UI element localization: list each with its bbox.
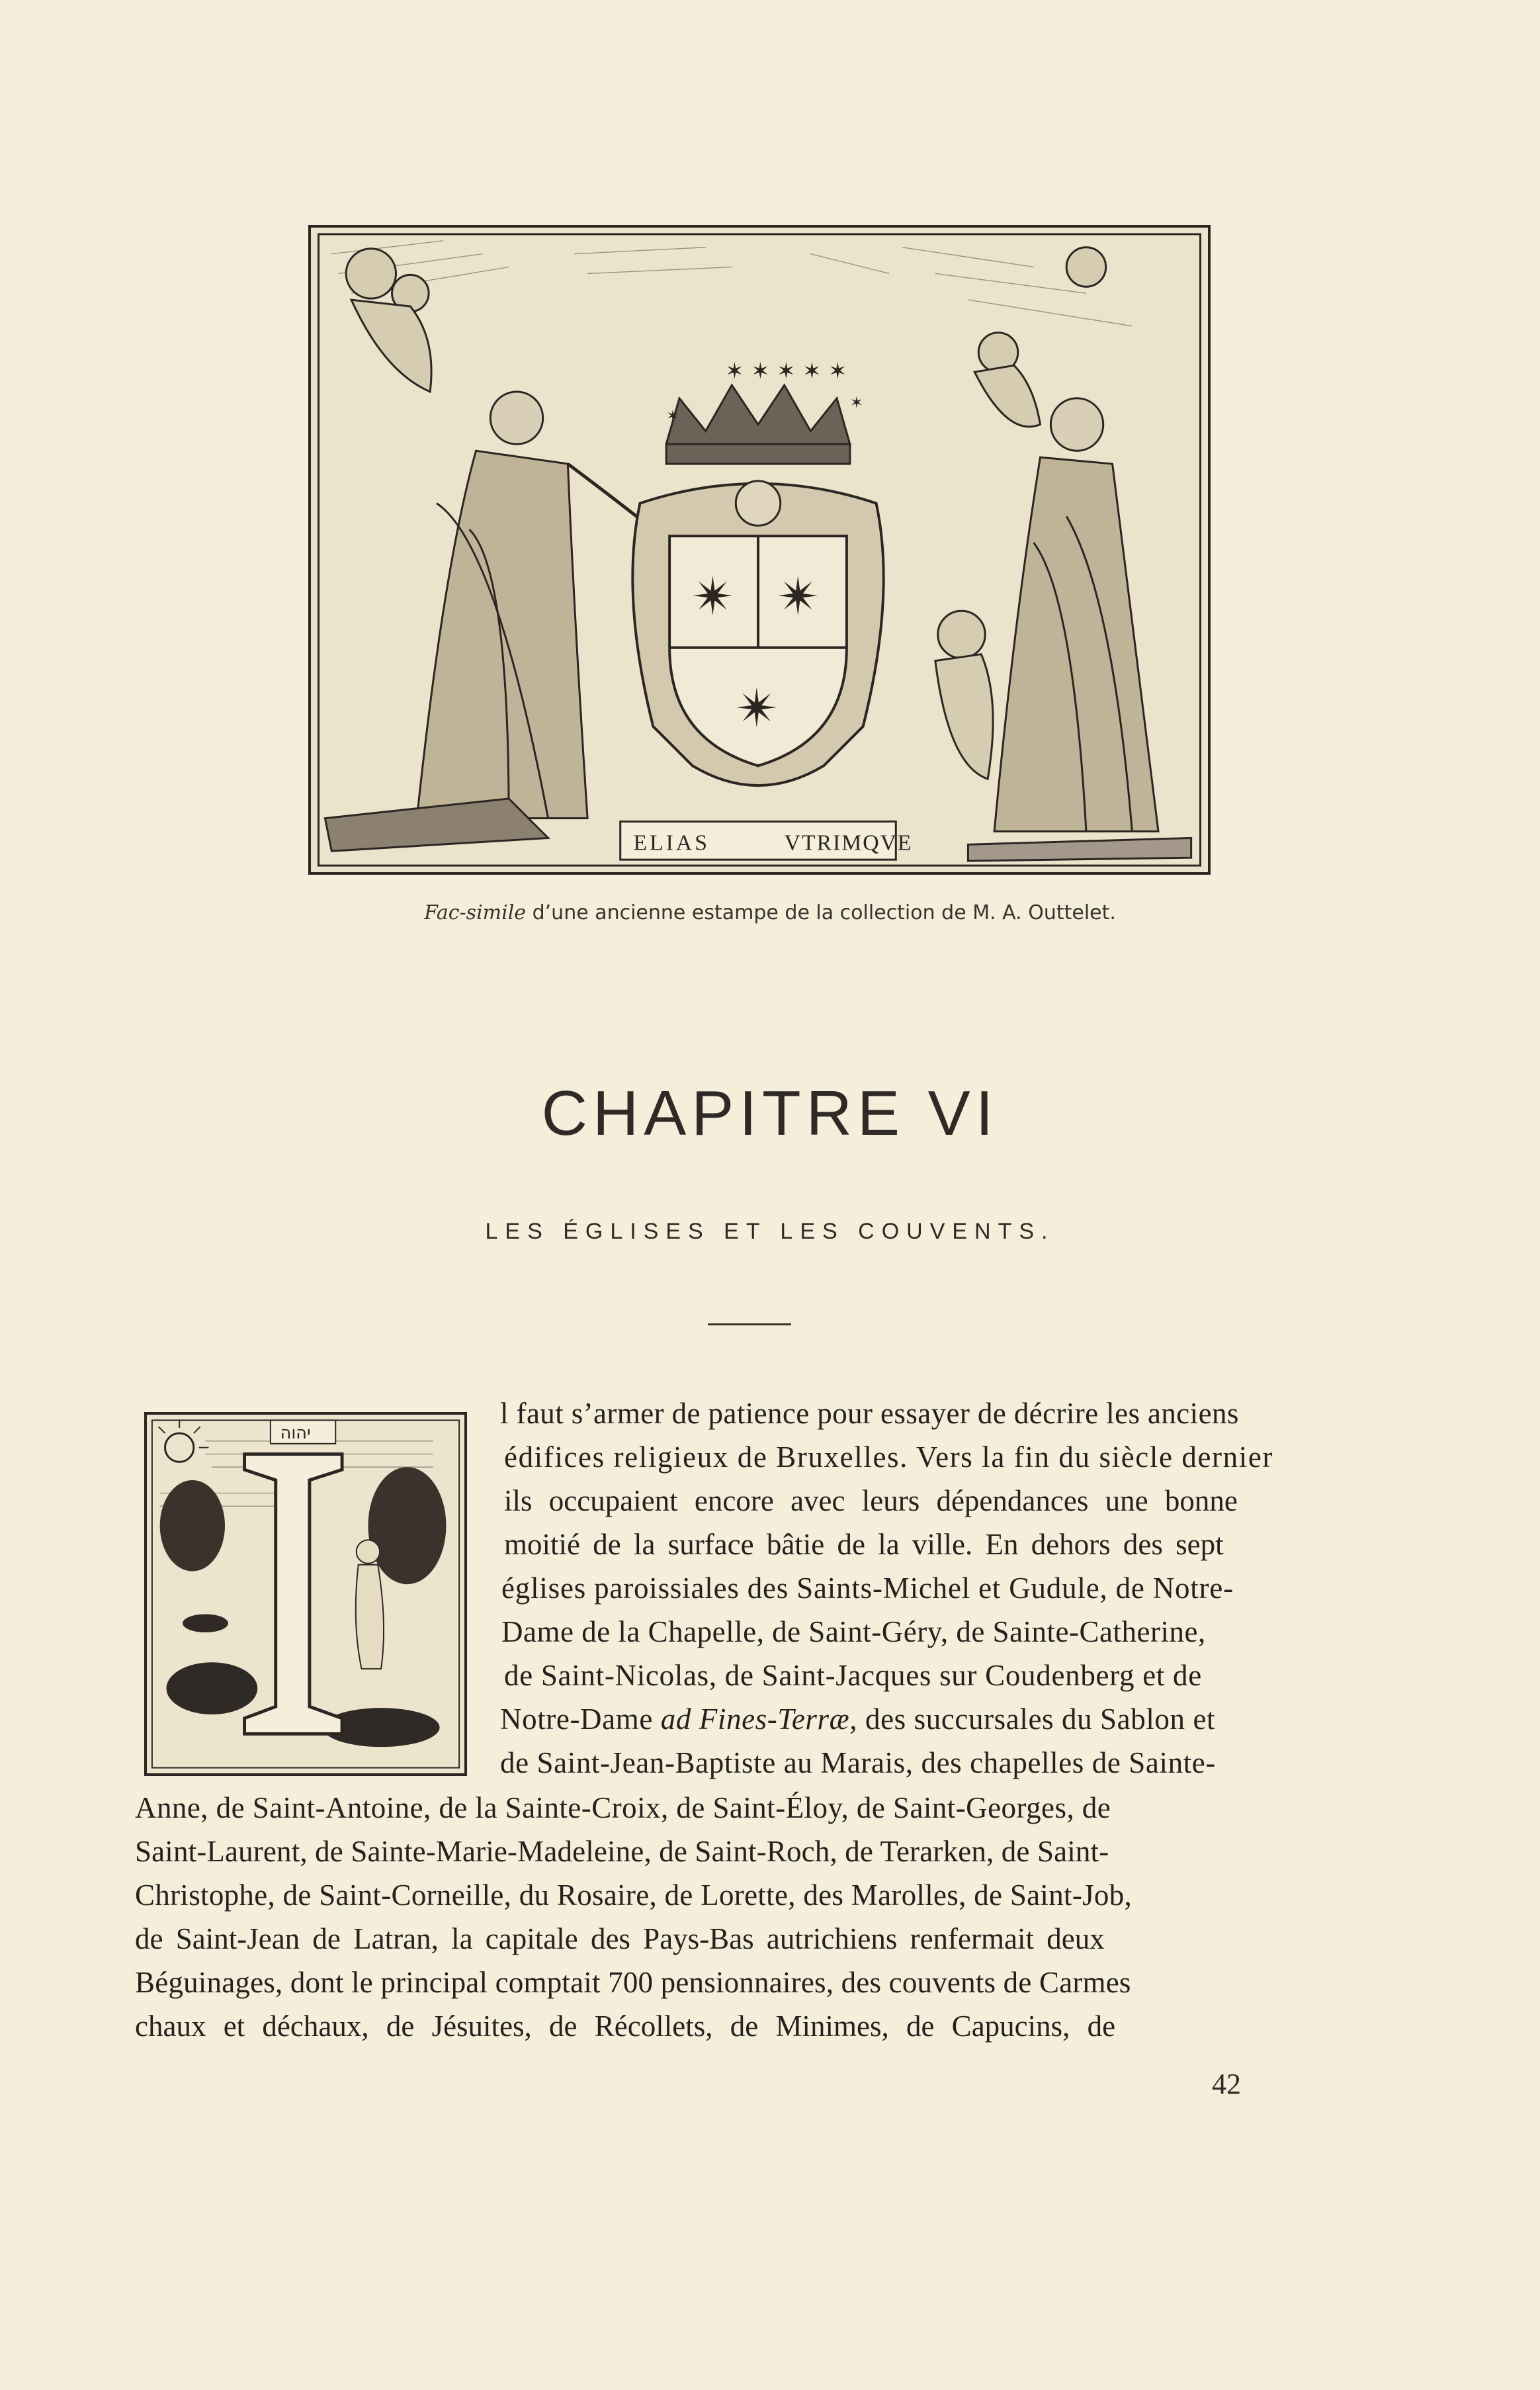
- engraving-illustration: [308, 225, 1211, 875]
- body-line-6: Dame de la Chapelle, de Saint-Géry, de Sainte-Catherine,: [501, 1615, 1206, 1648]
- initial-banner-text: יהוה: [280, 1423, 311, 1443]
- caption-italic: Fac-simile: [424, 901, 527, 924]
- drop-cap-initial: [144, 1412, 467, 1776]
- body-line-5: églises paroissiales des Saints-Michel et Gudule, de Notre-: [501, 1571, 1234, 1605]
- page-number: 42: [1212, 2068, 1241, 2100]
- svg-text:✶: ✶: [849, 393, 863, 412]
- body-line-8: [500, 1704, 1215, 1734]
- body-line-8-italic: ad Fines-Terræ,: [660, 1703, 858, 1736]
- chapter-subtitle: LES ÉGLISES ET LES COUVENTS.: [485, 1219, 1055, 1244]
- svg-text:✶ ✶ ✶ ✶ ✶: ✶ ✶ ✶ ✶ ✶: [725, 358, 847, 384]
- body-line-15: chaux et déchaux, de Jésuites, de Récollets, de Minimes, de Capucins, de: [135, 2010, 1116, 2043]
- chapter-title: CHAPITRE VI: [541, 1078, 999, 1149]
- body-line-8a: Notre-Dame: [500, 1703, 653, 1736]
- body-line-9: de Saint-Jean-Baptiste au Marais, des chapelles de Sainte-: [500, 1746, 1216, 1779]
- body-line-4: moitié de la surface bâtie de la ville. En dehors des sept: [504, 1528, 1224, 1561]
- body-line-8b: des succursales du Sablon et: [857, 1703, 1216, 1736]
- drop-cap-letter-text: I: [147, 1415, 148, 1416]
- motto-left: ELIAS: [633, 830, 710, 856]
- body-line-2: édifices religieux de Bruxelles. Vers la fin du siècle dernier: [504, 1440, 1273, 1474]
- divider: [708, 1323, 791, 1325]
- body-line-10: Anne, de Saint-Antoine, de la Sainte-Croix, de Saint-Éloy, de Saint-Georges, de: [135, 1791, 1111, 1824]
- caption-text: d’une ancienne estampe de la collection de M. A. Outtelet.: [526, 901, 1116, 924]
- body-line-7: de Saint-Nicolas, de Saint-Jacques sur Coudenberg et de: [504, 1659, 1202, 1692]
- figure-caption: [0, 901, 1540, 924]
- body-line-1: l faut s’armer de patience pour essayer de décrire les anciens: [500, 1397, 1239, 1430]
- body-line-14: Béguinages, dont le principal comptait 700 pensionnaires, des couvents de Carmes: [135, 1966, 1131, 1999]
- body-line-3: ils occupaient encore avec leurs dépendances une bonne: [504, 1484, 1238, 1517]
- body-line-11: Saint-Laurent, de Sainte-Marie-Madeleine, de Saint-Roch, de Terarken, de Saint-: [135, 1835, 1109, 1868]
- svg-text:✴: ✴: [691, 566, 736, 628]
- svg-text:✴: ✴: [776, 566, 821, 628]
- illuminated-initial-i: [147, 1415, 464, 1773]
- svg-text:✶: ✶: [666, 406, 680, 425]
- drop-cap-letter: [245, 1454, 343, 1734]
- coat-of-arms-engraving: [311, 228, 1208, 872]
- motto-right: VTRIMQVE: [784, 830, 913, 856]
- body-line-13: de Saint-Jean de Latran, la capitale des Pays-Bas autrichiens renfermait deux: [135, 1922, 1105, 1955]
- body-line-12: Christophe, de Saint-Corneille, du Rosaire, de Lorette, des Marolles, de Saint-Job,: [135, 1879, 1133, 1912]
- svg-text:✴: ✴: [735, 677, 779, 739]
